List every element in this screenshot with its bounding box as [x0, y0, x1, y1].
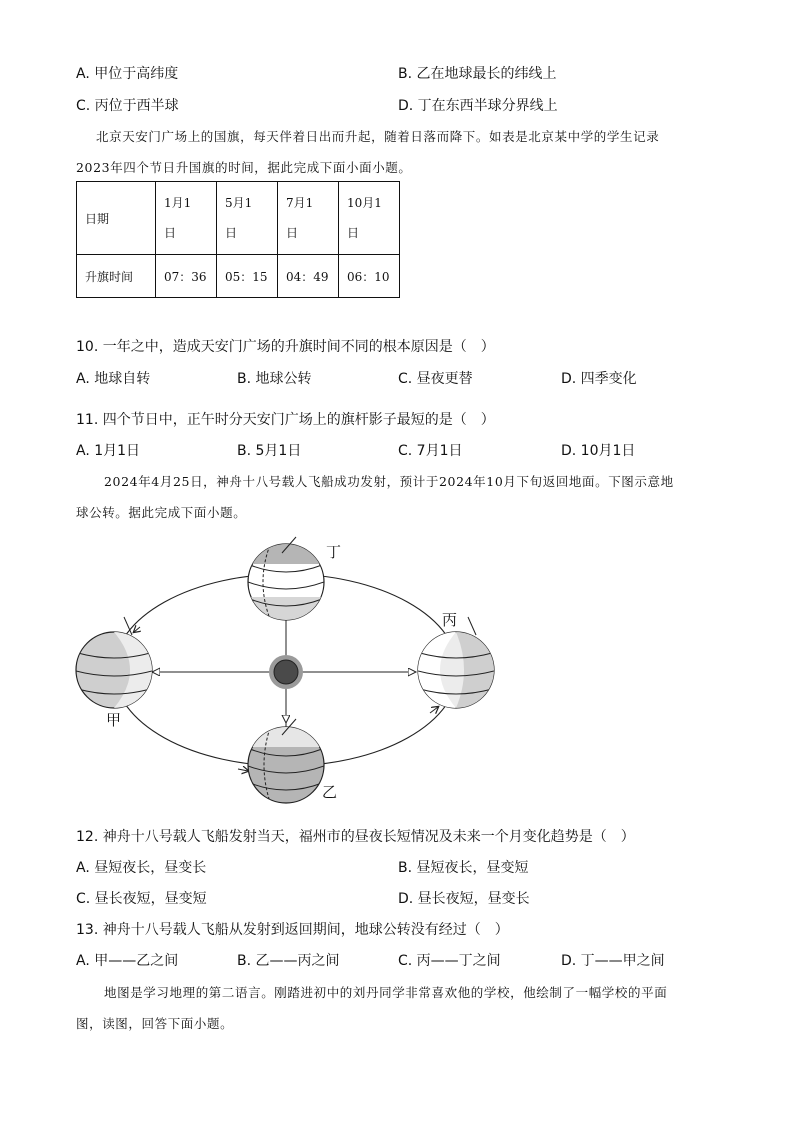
- option-a: A. 昼短夜长，昼变长: [76, 860, 207, 876]
- table-header-cell: 7月1 日: [278, 182, 339, 255]
- option-c: C. 7月1日: [398, 443, 463, 459]
- option-a: A. 1月1日: [76, 443, 141, 459]
- table-row-label: 升旗时间: [77, 255, 156, 298]
- option-d: D. 丁——甲之间: [561, 953, 665, 969]
- intro-paragraph-line: 2023年四个节日升国旗的时间，据此完成下面小面小题。: [76, 160, 412, 175]
- option-b: B. 乙在地球最长的纬线上: [398, 66, 557, 82]
- earth-revolution-diagram: [70, 535, 510, 810]
- label-yi: 乙: [322, 783, 338, 801]
- earth-yi-globe: [248, 719, 324, 803]
- option-d: D. 丁在东西半球分界线上: [398, 98, 558, 114]
- option-a: A. 甲——乙之间: [76, 953, 179, 969]
- option-c: C. 昼夜更替: [398, 371, 473, 387]
- option-b: B. 5月1日: [237, 443, 302, 459]
- orbit-arrow: [134, 627, 140, 632]
- earth-jia-globe: [76, 617, 152, 708]
- label-bing: 丙: [442, 611, 458, 629]
- table-cell: 07：36: [156, 255, 217, 298]
- orbit-arrow: [430, 707, 438, 713]
- table-header-row: [77, 182, 400, 255]
- intro-paragraph-line: 北京天安门广场上的国旗，每天伴着日出而升起，随着日落而降下。如表是北京某中学的学生记录: [96, 129, 660, 144]
- table-row: [77, 255, 400, 298]
- earth-bing-globe: [418, 617, 494, 708]
- table-cell: 06：10: [339, 255, 400, 298]
- intro-paragraph-line: 图，读图，回答下面小题。: [76, 1016, 234, 1031]
- intro-paragraph-line: 地图是学习地理的第二语言。刚踏进初中的刘丹同学非常喜欢他的学校，他绘制了一幅学校的平面: [104, 985, 668, 1000]
- option-a: A. 地球自转: [76, 371, 151, 387]
- option-b: B. 地球公转: [237, 371, 312, 387]
- earth-ding-globe: [248, 537, 324, 623]
- label-ding: 丁: [326, 543, 342, 561]
- option-a: A. 甲位于高纬度: [76, 66, 179, 82]
- question-13-stem: 13. 神舟十八号载人飞船从发射到返回期间，地球公转没有经过（ ）: [76, 922, 509, 938]
- option-b: B. 昼短夜长，昼变短: [398, 860, 529, 876]
- option-d: D. 四季变化: [561, 371, 637, 387]
- table-cell: 05：15: [217, 255, 278, 298]
- table-header-label: 日期: [77, 182, 156, 255]
- option-d: D. 昼长夜短，昼变长: [398, 891, 530, 907]
- option-c: C. 丙——丁之间: [398, 953, 501, 969]
- question-12-stem: 12. 神舟十八号载人飞船发射当天，福州市的昼夜长短情况及未来一个月变化趋势是（ ）: [76, 829, 635, 845]
- option-c: C. 昼长夜短，昼变短: [76, 891, 207, 907]
- table-header-cell: 5月1 日: [217, 182, 278, 255]
- table-header-cell: 1月1 日: [156, 182, 217, 255]
- sun-icon: [269, 655, 303, 689]
- intro-paragraph-line: 球公转。据此完成下面小题。: [76, 505, 247, 520]
- option-c: C. 丙位于西半球: [76, 98, 179, 114]
- table-cell: 04：49: [278, 255, 339, 298]
- orbit-arrow: [238, 769, 248, 771]
- question-10-stem: 10. 一年之中，造成天安门广场的升旗时间不同的根本原因是（ ）: [76, 339, 495, 355]
- label-jia: 甲: [106, 711, 122, 729]
- option-b: B. 乙——丙之间: [237, 953, 340, 969]
- option-d: D. 10月1日: [561, 443, 636, 459]
- table-header-cell: 10月1 日: [339, 182, 400, 255]
- flag-time-table: [76, 181, 400, 298]
- intro-paragraph-line: 2024年4月25日，神舟十八号载人飞船成功发射，预计于2024年10月下旬返回地面。下图示意地: [104, 474, 674, 489]
- question-11-stem: 11. 四个节日中，正午时分天安门广场上的旗杆影子最短的是（ ）: [76, 412, 495, 428]
